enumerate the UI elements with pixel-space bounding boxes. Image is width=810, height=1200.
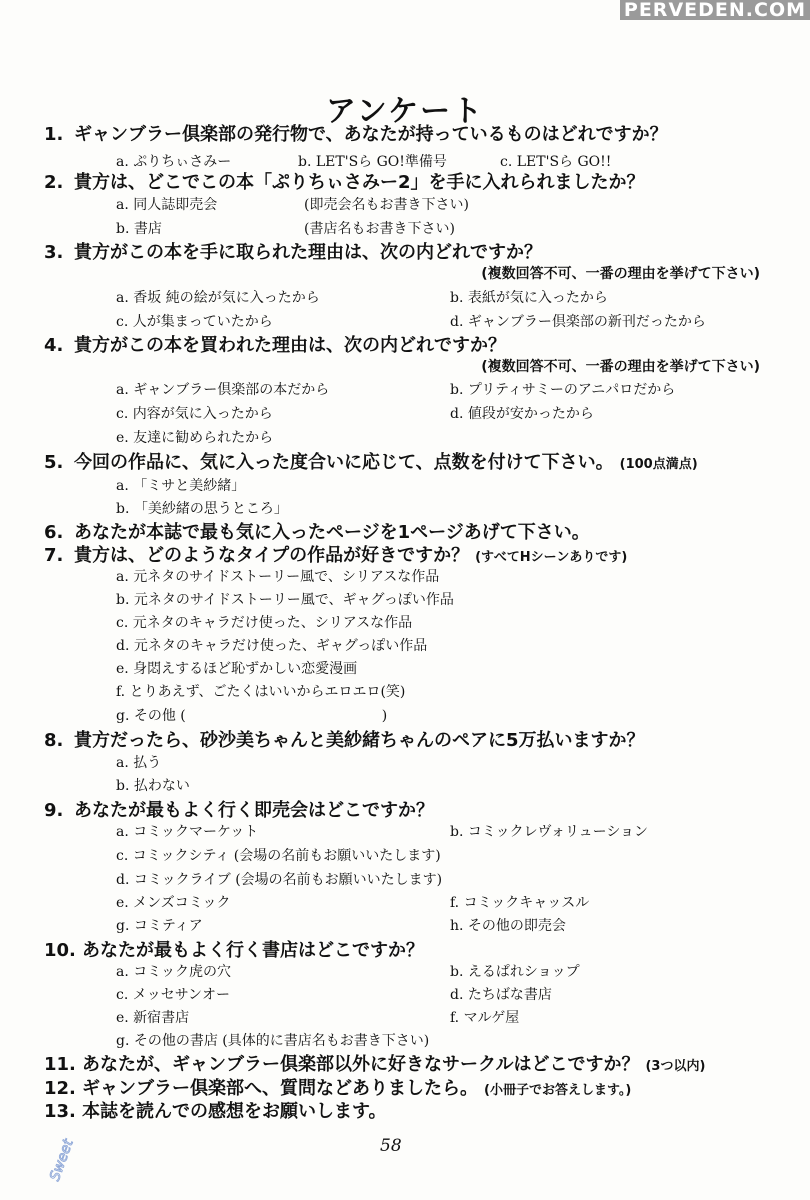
site-watermark: PERVEDEN.COM [620,0,810,20]
svg-text:Sweet: Sweet [46,1137,77,1184]
option-9h: h. その他の即売会 [450,918,566,934]
option-7d: d. 元ネタのキャラだけ使った、ギャグっぽい作品 [116,638,428,654]
question-number: 2. [44,172,64,193]
option-10f: f. マルゲ屋 [450,1010,520,1026]
option-5b: b. 「美紗緒の思うところ」 [116,501,288,517]
option-10d: d. たちばな書店 [450,987,552,1003]
option-2b-note: (書店名もお書き下さい) [304,221,455,237]
question-text: 貴方だったら、砂沙美ちゃんと美紗緒ちゃんのペアに5万払いますか？ [74,730,645,751]
question-text: 貴方は、どのようなタイプの作品が好きですか？ [74,545,470,566]
question-12-note: (小冊子でお答えします。) [484,1083,632,1098]
option-9e: e. メンズコミック [116,895,231,911]
question-5-note: (100点満点) [619,457,698,472]
question-text: 貴方がこの本を手に取られた理由は、次の内どれですか？ [74,242,542,263]
question-13 [44,1097,387,1123]
option-10a: a. コミック虎の穴 [116,964,231,980]
option-1a: a. ぷりちぃさみー [116,154,232,170]
option-1c: c. LET'Sら GO!! [500,154,612,170]
question-text: 貴方がこの本を買われた理由は、次の内どれですか？ [74,335,506,356]
option-9g: g. コミティア [116,918,203,934]
question-8 [44,726,645,752]
question-number: 5. [44,452,64,473]
option-3a: a. 香坂 純の絵が気に入ったから [116,290,320,306]
question-number: 10. [44,940,76,961]
question-text: ギャンブラー倶楽部の発行物で、あなたが持っているものはどれですか？ [74,124,668,145]
option-7a: a. 元ネタのサイドストーリー風で、シリアスな作品 [116,569,440,585]
option-7g: g. その他 ( ) [116,708,388,724]
option-10b: b. えるぱれショップ [450,964,580,980]
question-text: あなたが最もよく行く即売会はどこですか？ [74,800,434,821]
question-4 [44,331,506,357]
question-number: 3. [44,242,64,263]
option-5a: a. 「ミサと美紗緒」 [116,478,246,494]
question-5 [44,448,698,474]
option-4e: e. 友達に勧められたから [116,430,274,446]
question-number: 7. [44,545,64,566]
question-11 [44,1050,705,1076]
option-2b: b. 書店 [116,221,162,237]
question-number: 13. [44,1101,76,1122]
option-8a: a. 払う [116,755,162,771]
question-number: 4. [44,335,64,356]
option-9a: a. コミックマーケット [116,824,259,840]
question-number: 12. [44,1078,76,1099]
question-number: 6. [44,522,64,543]
question-3 [44,238,542,264]
page-number: 58 [380,1136,402,1156]
option-9f: f. コミックキャッスル [450,895,590,911]
question-10 [44,936,424,962]
option-10c: c. メッセサンオー [116,987,231,1003]
option-4a: a. ギャンブラー倶楽部の本だから [116,382,330,398]
option-1b: b. LET'Sら GO!準備号 [298,154,447,170]
option-3c: c. 人が集まっていたから [116,314,273,330]
option-9b: b. コミックレヴォリューション [450,824,649,840]
sweet-logo-stamp [30,1137,77,1190]
option-7b: b. 元ネタのサイドストーリー風で、ギャグっぽい作品 [116,592,454,608]
option-10g: g. その他の書店 (具体的に書店名もお書き下さい) [116,1033,430,1049]
question-text: 今回の作品に、気に入った度合いに応じて、点数を付けて下さい。 [74,452,614,473]
question-text: あなたが最もよく行く書店はどこですか？ [82,940,424,961]
question-3-note: (複数回答不可、一番の理由を挙げて下さい) [481,266,760,282]
question-7-note: (すべてHシーンありです) [475,550,628,565]
option-9d: d. コミックライブ (会場の名前もお願いいたします) [116,872,443,888]
option-2a: a. 同人誌即売会 [116,197,218,213]
option-9c: c. コミックシティ (会場の名前もお願いいたします) [116,848,441,864]
question-number: 11. [44,1054,76,1075]
option-7c: c. 元ネタのキャラだけ使った、シリアスな作品 [116,615,413,631]
question-number: 1. [44,124,64,145]
option-3d: d. ギャンブラー倶楽部の新刊だったから [450,314,706,330]
question-9 [44,796,434,822]
page-title: アンケート [325,94,485,129]
question-7 [44,541,627,567]
question-11-note: (3つ以内) [645,1059,706,1074]
question-text: 貴方は、どこでこの本「ぷりちぃさみー2」を手に入れられましたか？ [74,172,645,193]
option-2a-note: (即売会名もお書き下さい) [304,197,469,213]
option-8b: b. 払わない [116,778,190,794]
question-text: あなたが、ギャンブラー倶楽部以外に好きなサークルはどこですか？ [82,1054,640,1075]
option-4b: b. プリティサミーのアニパロだから [450,382,676,398]
question-number: 8. [44,730,64,751]
question-1 [44,120,668,146]
question-4-note: (複数回答不可、一番の理由を挙げて下さい) [481,359,760,375]
option-7e: e. 身悶えするほど恥ずかしい恋愛漫画 [116,661,358,677]
question-text: 本誌を読んでの感想をお願いします。 [82,1101,387,1122]
option-10e: e. 新宿書店 [116,1010,190,1026]
option-7f: f. とりあえず、ごたくはいいからエロエロ(笑) [116,684,406,700]
question-text: あなたが本誌で最も気に入ったページを1ページあげて下さい。 [74,522,590,543]
option-4c: c. 内容が気に入ったから [116,406,273,422]
question-2 [44,168,645,194]
question-number: 9. [44,800,64,821]
option-3b: b. 表紙が気に入ったから [450,290,608,306]
question-text: ギャンブラー倶楽部へ、質問などありましたら。 [82,1078,478,1099]
option-4d: d. 値段が安かったから [450,406,594,422]
